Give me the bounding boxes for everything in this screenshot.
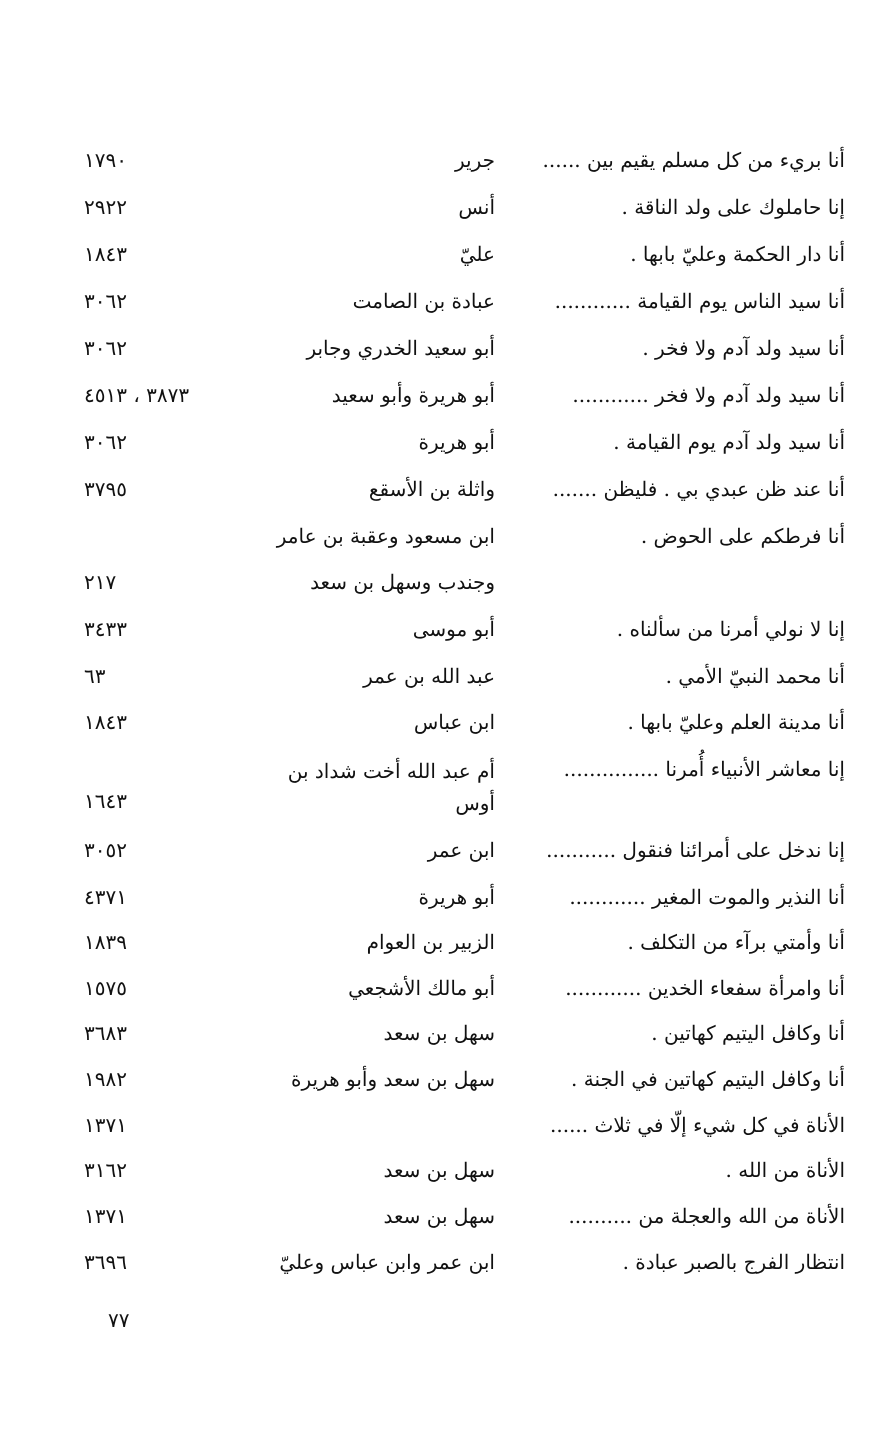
hadith-text: إنا حاملوك على ولد الناقة . — [621, 195, 845, 219]
hadith-text: أنا سيد ولد آدم يوم القيامة . — [613, 430, 845, 454]
index-entry — [0, 883, 891, 927]
hadith-text: الأناة من الله . — [725, 1158, 845, 1182]
hadith-text: أنا عند ظن عبدي بي . فليظن ....... — [552, 477, 845, 501]
index-entry — [0, 928, 891, 972]
hadith-text: أنا دار الحكمة وعليّ بابها . — [630, 242, 845, 266]
hadith-text: أنا فرطكم على الحوض . — [640, 524, 845, 548]
reference-number: ١٣٧١ — [84, 1113, 127, 1137]
hadith-text: أنا سيد الناس يوم القيامة ............ — [554, 289, 845, 313]
reference-number: ٣٠٦٢ — [84, 336, 127, 360]
reference-number: ٣٨٧٣ ، ٤٥١٣ — [84, 383, 190, 407]
index-entry — [0, 381, 891, 425]
reference-number: ١٣٧١ — [84, 1204, 127, 1228]
reference-number: ٦٣ — [84, 664, 106, 688]
narrator: ابن عمر وابن عباس وعليّ — [279, 1250, 495, 1274]
hadith-text: أنا وكافل اليتيم كهاتين في الجنة . — [571, 1067, 845, 1091]
index-entry — [0, 522, 891, 566]
reference-number: ١٥٧٥ — [84, 976, 127, 1000]
hadith-text: إنا معاشر الأنبياء أُمرنا ............... — [563, 757, 845, 781]
reference-number: ٣٦٨٣ — [84, 1021, 127, 1045]
hadith-text: أنا مدينة العلم وعليّ بابها . — [627, 710, 845, 734]
narrator: عليّ — [459, 242, 495, 266]
index-entry — [0, 475, 891, 519]
index-entry — [0, 755, 891, 827]
reference-number: ١٩٨٢ — [84, 1067, 127, 1091]
reference-number: ٣٤٣٣ — [84, 617, 127, 641]
hadith-text: انتظار الفرج بالصبر عبادة . — [622, 1250, 845, 1274]
reference-number: ٣٦٩٦ — [84, 1250, 127, 1274]
hadith-text: أنا النذير والموت المغير ............ — [569, 885, 845, 909]
hadith-text: أنا وامرأة سفعاء الخدين ............ — [565, 976, 845, 1000]
narrator: وجندب وسهل بن سعد — [310, 570, 495, 594]
reference-number: ٣٠٥٢ — [84, 838, 127, 862]
reference-number: ١٦٤٣ — [84, 789, 127, 813]
narrator: جرير — [455, 148, 495, 172]
reference-number: ٣٠٦٢ — [84, 430, 127, 454]
hadith-text: إنا لا نولي أمرنا من سألناه . — [616, 617, 845, 641]
narrator: أنس — [458, 195, 495, 219]
index-entry — [0, 974, 891, 1018]
index-entry — [0, 1065, 891, 1109]
hadith-text: الأناة في كل شيء إلّا في ثلاث ...... — [550, 1113, 845, 1137]
reference-number: ٤٣٧١ — [84, 885, 127, 909]
narrator: سهل بن سعد — [383, 1158, 495, 1182]
reference-number: ١٨٤٣ — [84, 710, 127, 734]
index-entry — [0, 146, 891, 190]
index-entry — [0, 240, 891, 284]
narrator: أبو مالك الأشجعي — [348, 976, 495, 1000]
narrator: أبو هريرة وأبو سعيد — [331, 383, 495, 407]
hadith-text: إنا ندخل على أمرائنا فنقول ........... — [546, 838, 845, 862]
narrator: واثلة بن الأسقع — [368, 477, 495, 501]
hadith-text: أنا سيد ولد آدم ولا فخر . — [642, 336, 845, 360]
narrator: ابن مسعود وعقبة بن عامر — [276, 524, 495, 548]
index-entry — [0, 568, 891, 612]
hadith-text: الأناة من الله والعجلة من .......... — [568, 1204, 845, 1228]
index-entry — [0, 1019, 891, 1063]
index-entry — [0, 708, 891, 752]
index-entry — [0, 1202, 891, 1246]
index-entry — [0, 836, 891, 880]
reference-number: ٣١٦٢ — [84, 1158, 127, 1182]
narrator: ابن عباس — [413, 710, 495, 734]
reference-number: ٢٩٢٢ — [84, 195, 127, 219]
reference-number: ٣٠٦٢ — [84, 289, 127, 313]
index-entry — [0, 428, 891, 472]
reference-number: ٢١٧ — [84, 570, 117, 594]
reference-number: ١٧٩٠ — [84, 148, 127, 172]
index-entry — [0, 662, 891, 706]
index-entry — [0, 334, 891, 378]
hadith-text: أنا سيد ولد آدم ولا فخر ............ — [572, 383, 845, 407]
hadith-text: أنا وكافل اليتيم كهاتين . — [651, 1021, 845, 1045]
narrator: سهل بن سعد وأبو هريرة — [290, 1067, 495, 1091]
narrator: أبو سعيد الخدري وجابر — [306, 336, 495, 360]
index-entry — [0, 615, 891, 659]
narrator: سهل بن سعد — [383, 1021, 495, 1045]
narrator: عبادة بن الصامت — [352, 289, 495, 313]
index-entry — [0, 287, 891, 331]
narrator: أبو موسى — [412, 617, 495, 641]
hadith-text: أنا بريء من كل مسلم يقيم بين ...... — [542, 148, 845, 172]
reference-number: ٣٧٩٥ — [84, 477, 127, 501]
reference-number: ١٨٣٩ — [84, 930, 127, 954]
narrator: أم عبد الله أخت شداد بن أوس — [287, 759, 495, 815]
narrator: عبد الله بن عمر — [363, 664, 495, 688]
index-entry — [0, 1111, 891, 1155]
index-entry — [0, 193, 891, 237]
narrator: أبو هريرة — [418, 430, 495, 454]
page-number: ٧٧ — [108, 1308, 130, 1332]
narrator: سهل بن سعد — [383, 1204, 495, 1228]
hadith-text: أنا محمد النبيّ الأمي . — [665, 664, 845, 688]
narrator: ابن عمر — [427, 838, 495, 862]
reference-number: ١٨٤٣ — [84, 242, 127, 266]
narrator: أبو هريرة — [418, 885, 495, 909]
index-entry — [0, 1156, 891, 1200]
narrator: الزبير بن العوام — [366, 930, 495, 954]
index-entry — [0, 1248, 891, 1292]
hadith-text: أنا وأمتي برآء من التكلف . — [627, 930, 845, 954]
